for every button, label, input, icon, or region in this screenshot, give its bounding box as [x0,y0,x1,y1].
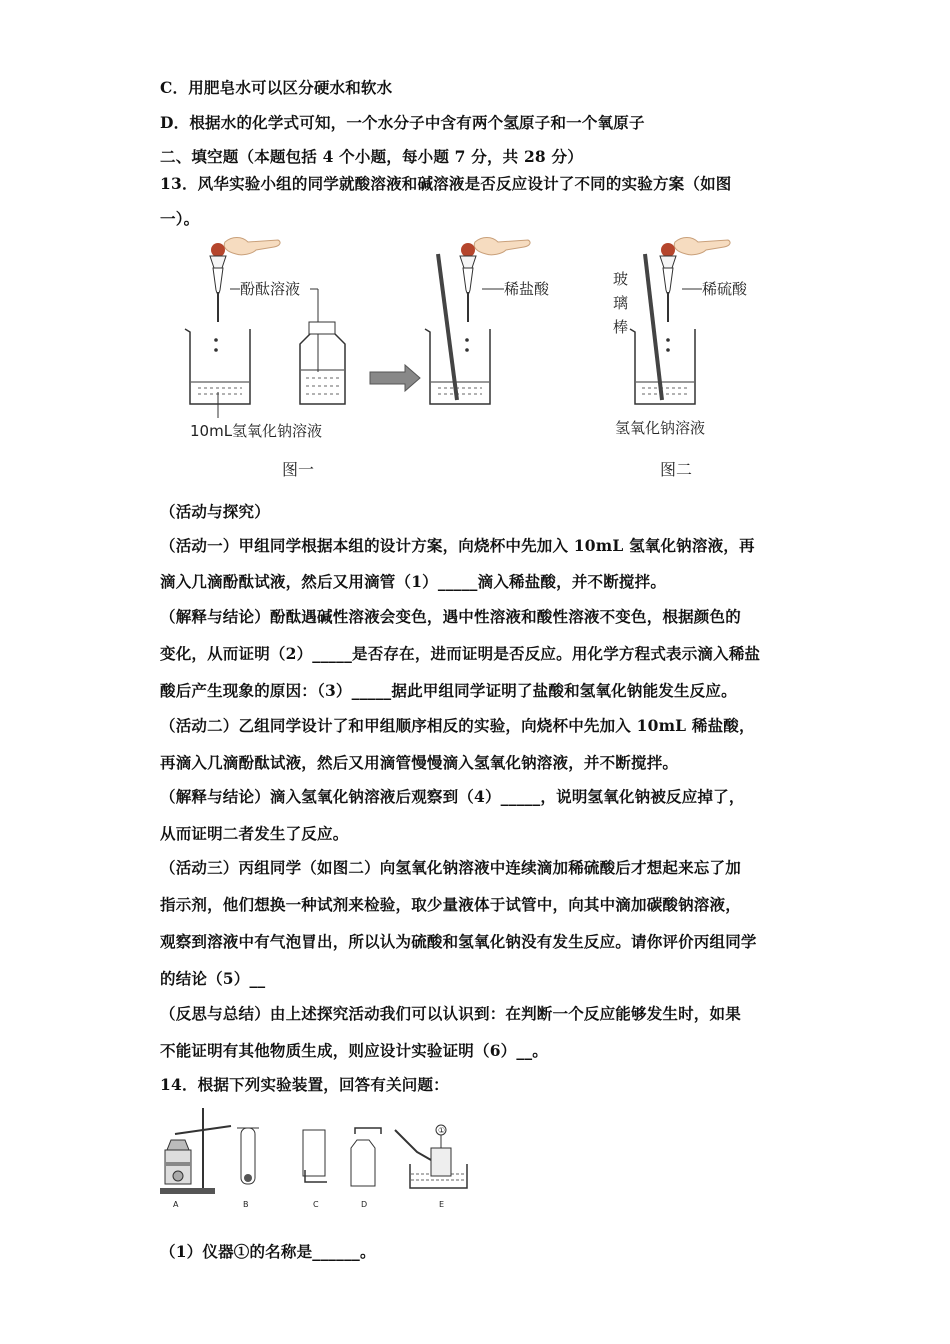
label-e: E [439,1200,445,1209]
q13-stem-line1: 13．风华实验小组的同学就酸溶液和碱溶液是否反应设计了不同的实验方案（如图 [160,174,732,193]
apparatus-c [303,1130,327,1182]
activity-heading: （活动与探究） [160,502,270,521]
activity2-line2: 再滴入几滴酚酞试液，然后又用滴管慢慢滴入氢氧化钠溶液，并不断搅拌。 [160,753,679,772]
activity3-line4: 的结论（5）__ [160,969,266,988]
conclusion1-line3: 酸后产生现象的原因：（3）_____据此甲组同学证明了盐酸和氢氧化钠能发生反应。 [160,681,737,700]
conclusion1-line2: 变化，从而证明（2）_____是否存在，进而证明是否反应。用化学方程式表示滴入稀盐 [160,644,761,663]
apparatus-d [351,1128,381,1186]
label-naoh-10ml: 10mL氢氧化钠溶液 [190,422,323,440]
reflection-line2: 不能证明有其他物质生成，则应设计实验证明（6）__。 [160,1041,548,1060]
label-phenolphthalein: 酚酞溶液 [240,280,301,298]
apparatus-figure [155,1100,475,1215]
caption-figure2: 图二 [660,460,693,479]
reflection-line1: （反思与总结）由上述探究活动我们可以认识到：在判断一个反应能够发生时，如果 [160,1004,741,1023]
q14-stem: 14．根据下列实验装置，回答有关问题： [160,1075,449,1094]
q13-stem-line2: 一）。 [160,209,200,228]
arrow-icon [370,365,420,391]
activity1-line1: （活动一）甲组同学根据本组的设计方案，向烧杯中先加入 10mL 氢氧化钠溶液，再 [160,536,755,555]
label-b: B [243,1200,249,1209]
caption-figure1: 图一 [282,460,315,479]
label-naoh: 氢氧化钠溶液 [615,419,706,437]
label-c: C [313,1200,319,1209]
reagent-bottle [300,322,345,404]
activity3-line3: 观察到溶液中有气泡冒出，所以认为硫酸和氢氧化钠没有发生反应。请你评价丙组同学 [160,932,757,951]
beaker-1 [185,329,250,418]
beaker-2 [425,254,490,404]
label-glass-1: 玻 [613,270,629,288]
section-heading: 二、填空题（本题包括 4 个小题，每小题 7 分，共 28 分） [160,147,583,166]
activity1-line2: 滴入几滴酚酞试液，然后又用滴管（1）_____滴入稀盐酸，并不断搅拌。 [160,572,667,591]
apparatus-b [237,1128,259,1184]
label-d: D [361,1200,368,1209]
activity3-line1: （活动三）丙组同学（如图二）向氢氧化钠溶液中连续滴加稀硫酸后才想起来忘了加 [160,858,741,877]
conclusion2-line2: 从而证明二者发生了反应。 [160,824,349,843]
marker-1: ① [438,1126,446,1135]
option-d: D．根据水的化学式可知，一个水分子中含有两个氢原子和一个氧原子 [160,113,645,132]
label-glass-2: 璃 [613,294,629,312]
activity2-line1: （活动二）乙组同学设计了和甲组顺序相反的实验，向烧杯中先加入 10mL 稀盐酸， [160,716,755,735]
q14-part1: （1）仪器①的名称是______。 [160,1242,376,1261]
apparatus-a [160,1108,231,1194]
experiment-figures [170,232,770,482]
conclusion1-line1: （解释与结论）酚酞遇碱性溶液会变色，遇中性溶液和酸性溶液不变色，根据颜色的 [160,607,741,626]
option-c: C．用肥皂水可以区分硬水和软水 [160,78,393,97]
conclusion2-line1: （解释与结论）滴入氢氧化钠溶液后观察到（4）_____，说明氢氧化钠被反应掉了， [160,787,745,806]
label-glass-3: 棒 [613,318,629,336]
apparatus-e [395,1125,467,1188]
activity3-line2: 指示剂，他们想换一种试剂来检验，取少量液体于试管中，向其中滴加碳酸钠溶液， [160,895,741,914]
label-a: A [173,1200,179,1209]
beaker-3 [630,254,695,404]
label-hydrochloric: 稀盐酸 [504,280,550,298]
label-sulfuric: 稀硫酸 [702,280,748,298]
